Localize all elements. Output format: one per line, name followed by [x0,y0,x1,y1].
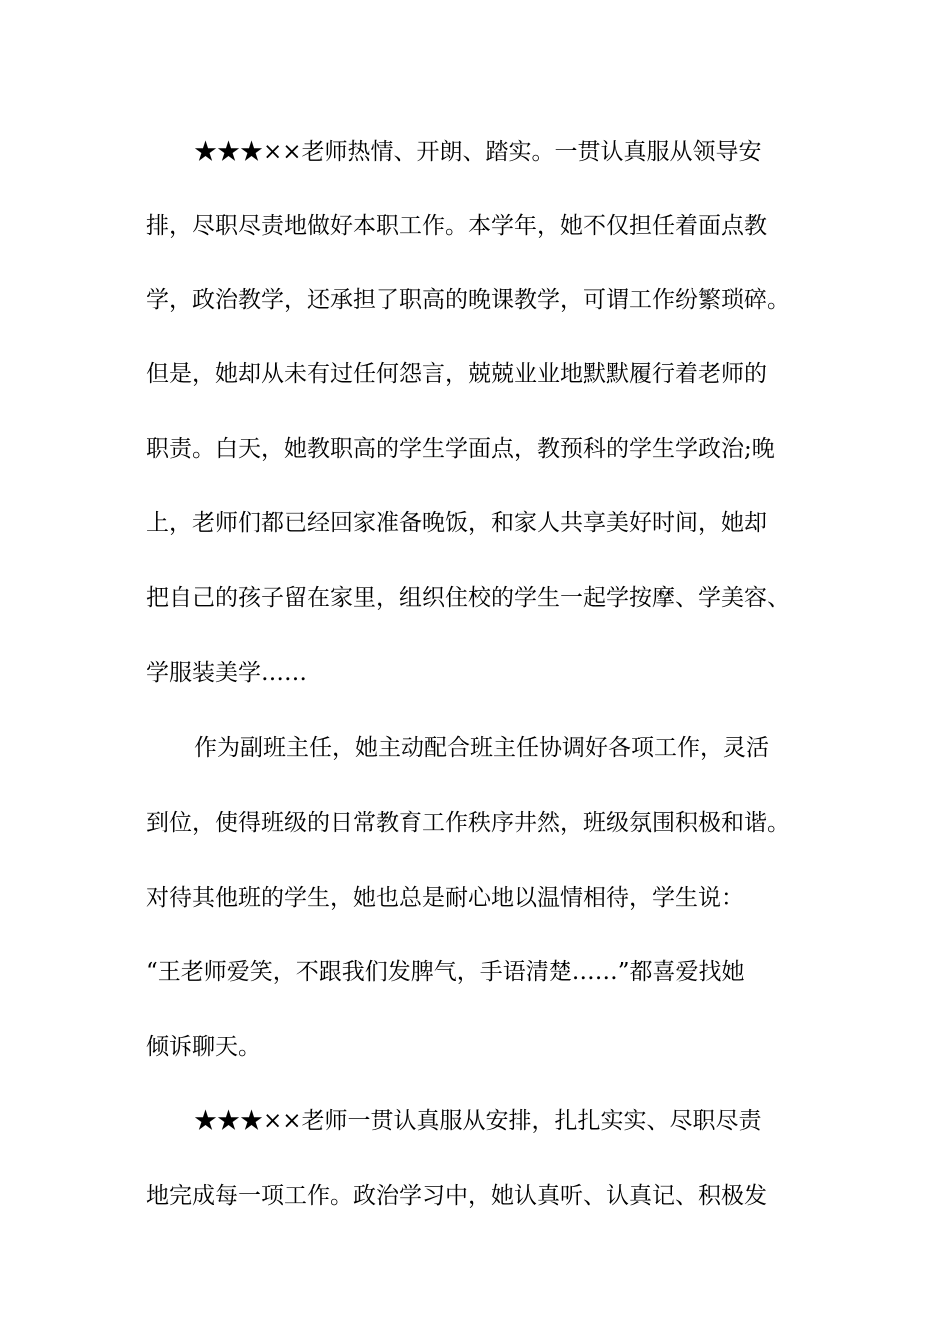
paragraph-2-line-5: 倾诉聊天。 [146,1034,261,1060]
paragraph-3-line-2: 地完成每一项工作。政治学习中，她认真听、认真记、积极发 [146,1183,767,1209]
paragraph-2-line-2: 到位，使得班级的日常教育工作秩序井然，班级氛围积极和谐。 [146,810,790,836]
paragraph-1-line-6: 上，老师们都已经回家准备晚饭，和家人共享美好时间，她却 [146,510,767,536]
paragraph-3-line-1: ★★★××老师一贯认真服从安排，扎扎实实、尽职尽责 [194,1108,762,1134]
paragraph-1-line-3: 学，政治教学，还承担了职高的晚课教学，可谓工作纷繁琐碎。 [146,287,790,313]
paragraph-1-line-7: 把自己的孩子留在家里，组织住校的学生一起学按摩、学美容、 [146,585,790,611]
paragraph-1-line-2: 排，尽职尽责地做好本职工作。本学年，她不仅担任着面点教 [146,213,767,239]
paragraph-1-line-5: 职责。白天，她教职高的学生学面点，教预科的学生学政治;晚 [146,436,775,462]
paragraph-2-line-3: 对待其他班的学生，她也总是耐心地以温情相待，学生说： [146,885,744,911]
paragraph-2-line-1: 作为副班主任，她主动配合班主任协调好各项工作，灵活 [194,735,769,761]
paragraph-1-line-1: ★★★××老师热情、开朗、踏实。一贯认真服从领导安 [194,139,762,165]
paragraph-1-line-8: 学服装美学…… [146,660,307,686]
paragraph-1-line-4: 但是，她却从未有过任何怨言，兢兢业业地默默履行着老师的 [146,361,767,387]
paragraph-2-line-4: “王老师爱笑，不跟我们发脾气，手语清楚……”都喜爱找她 [146,959,745,985]
